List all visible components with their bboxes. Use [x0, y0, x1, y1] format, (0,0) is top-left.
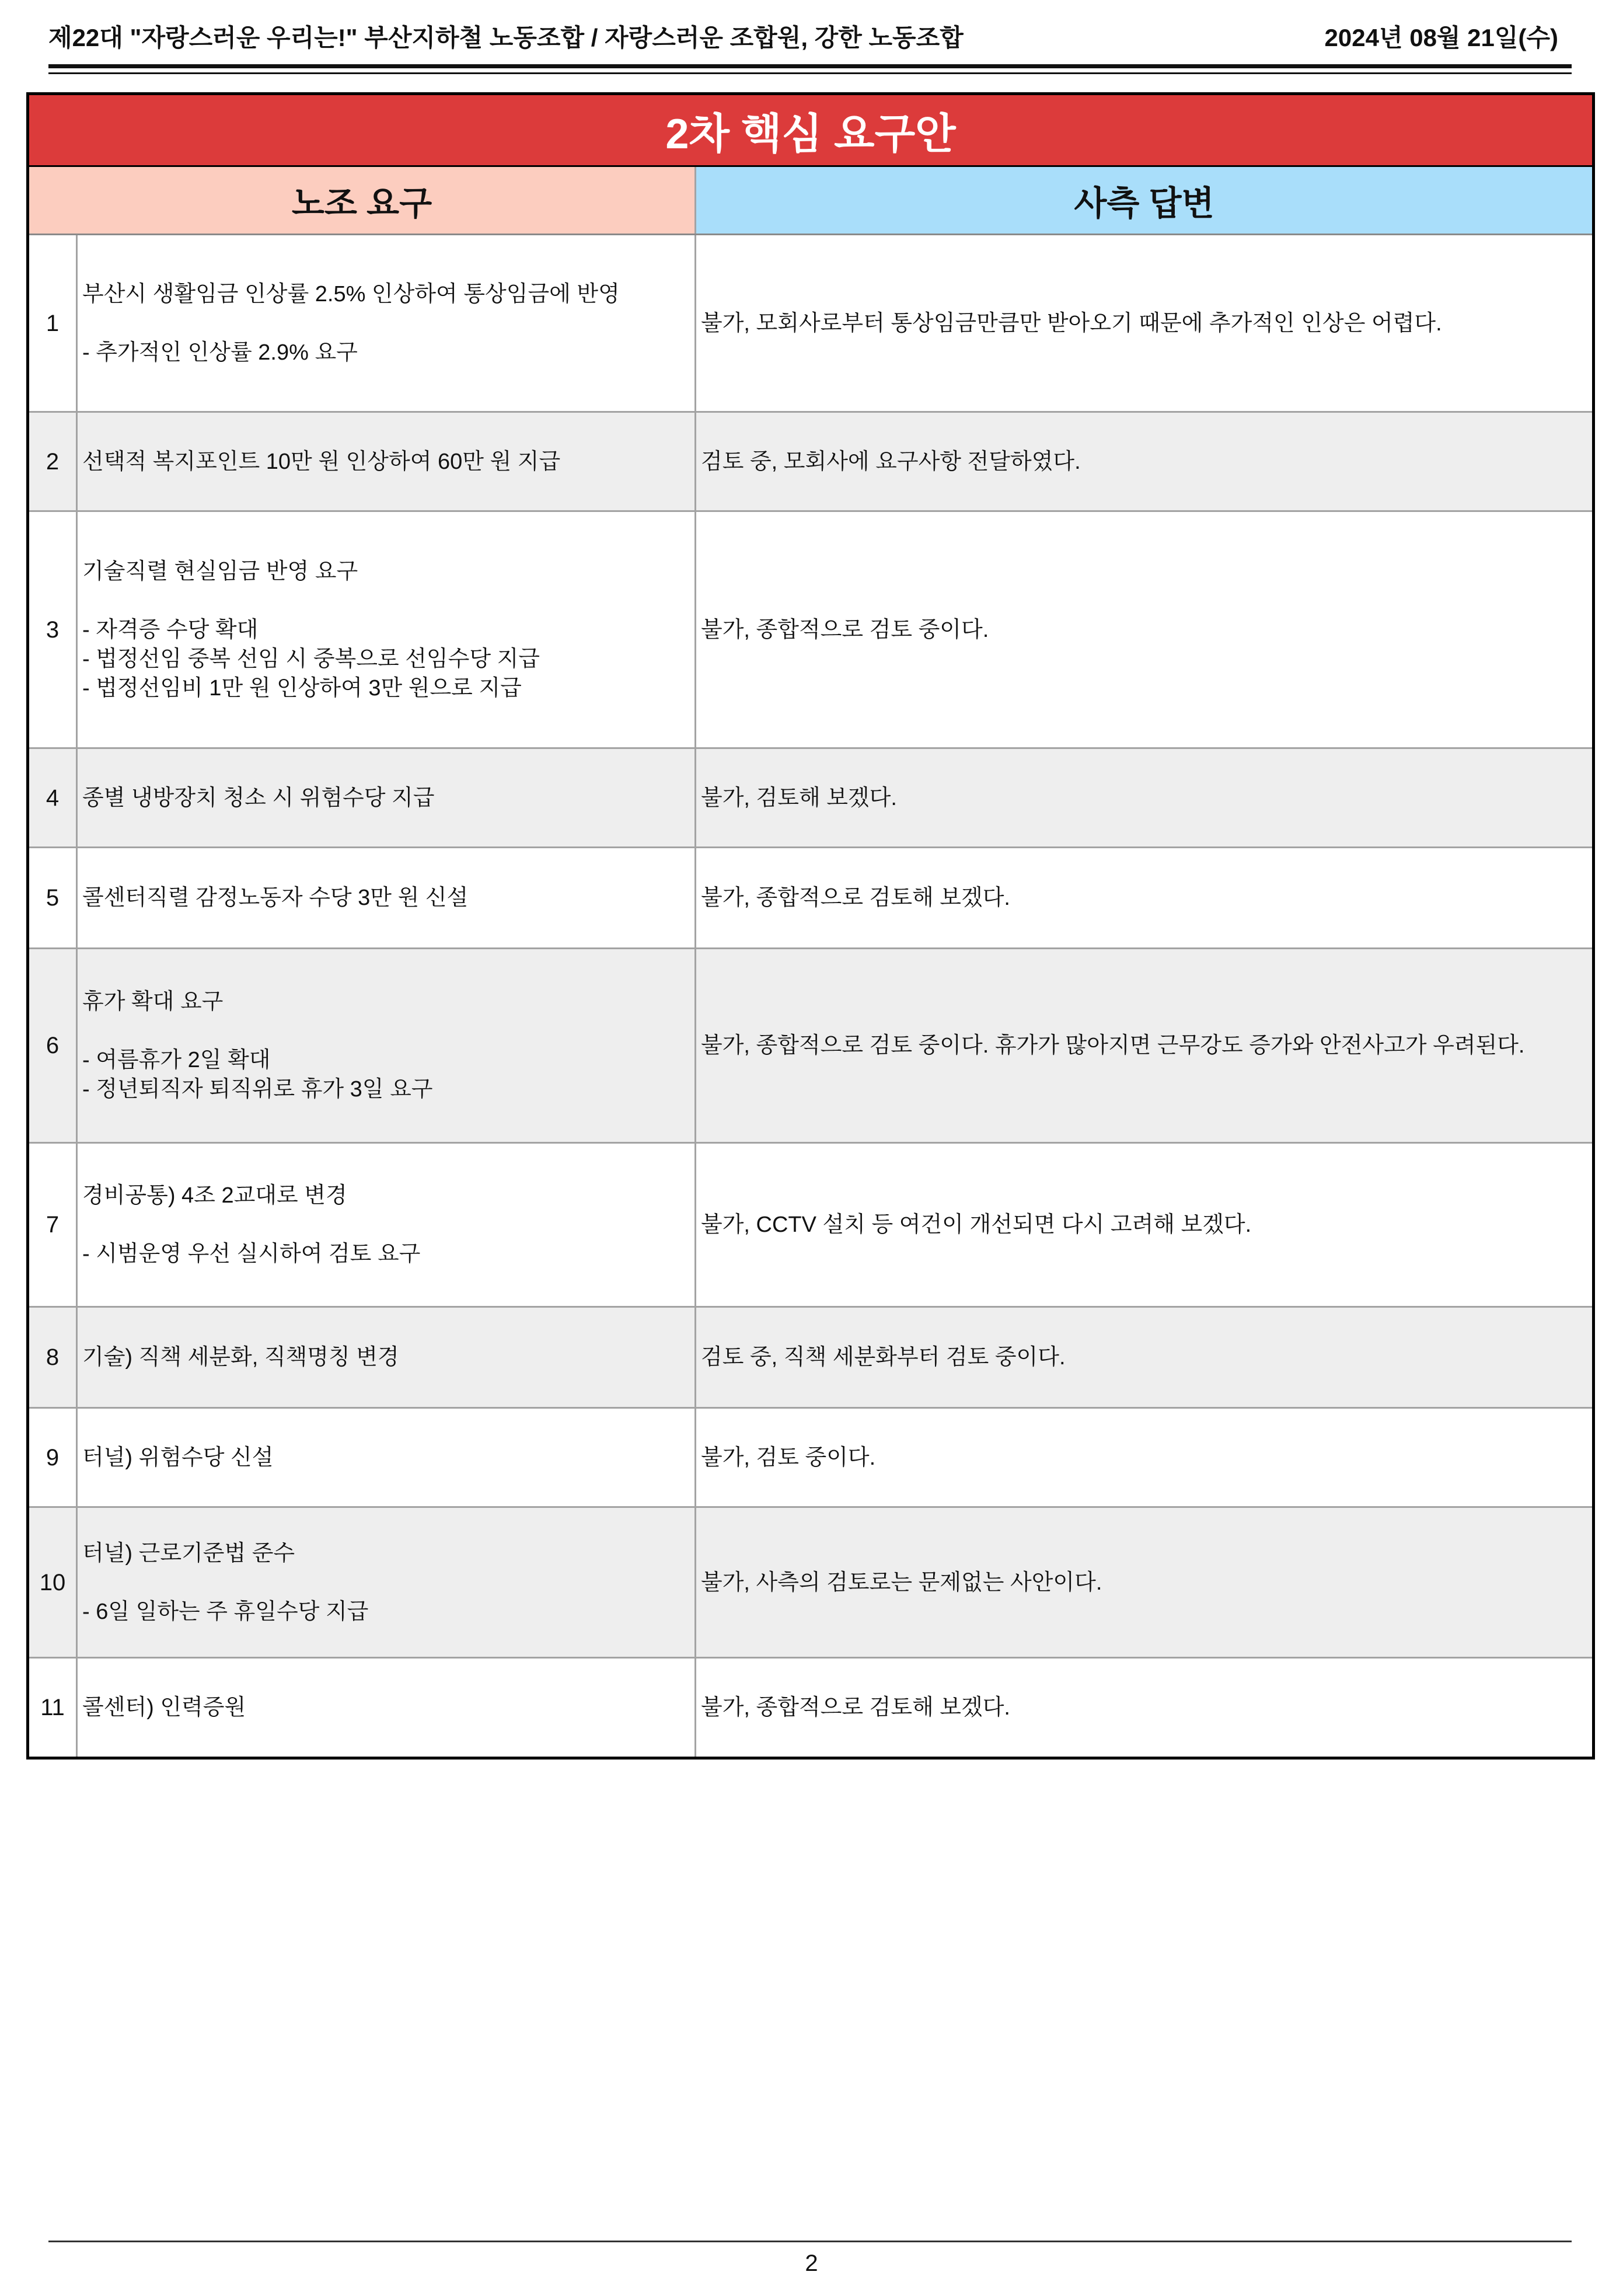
page-number: 2 — [805, 2250, 818, 2276]
table-row — [29, 749, 1592, 848]
table-row — [29, 1409, 1592, 1508]
union-demand-cell — [78, 235, 696, 411]
union-demand-cell — [78, 949, 696, 1142]
union-demand-cell — [78, 1409, 696, 1506]
table-row — [29, 1508, 1592, 1659]
company-response-cell: 불가, 모회사로부터 통상임금만큼만 받아오기 때문에 추가적인 인상은 어렵다. — [701, 311, 1442, 336]
demand-text: 휴가 확대 요구 — [82, 990, 224, 1014]
table-row — [29, 1144, 1592, 1308]
demand-text: 콜센터) 인력증원 — [82, 1695, 246, 1720]
union-demand-cell — [78, 413, 696, 510]
row-number: 8 — [29, 1308, 78, 1407]
demand-text: 경비공통) 4조 2교대로 변경 — [82, 1183, 347, 1208]
demand-detail-item: - 6일 일하는 주 휴일수당 지급 — [82, 1599, 369, 1624]
demand-detail-item: - 추가적인 인상률 2.9% 요구 — [82, 340, 358, 365]
demand-detail-item: - 법정선임 중복 선임 시 중복으로 선임수당 지급 — [82, 646, 540, 671]
table-row — [29, 235, 1592, 413]
row-number: 3 — [29, 512, 78, 747]
row-number: 2 — [29, 413, 78, 510]
union-demand-cell — [78, 848, 696, 947]
demand-details — [82, 1046, 690, 1104]
document-header-date: 2024년 08월 21일(수) — [1324, 24, 1558, 51]
union-demand-cell — [78, 1308, 696, 1407]
union-demand-header: 노조 요구 — [29, 167, 696, 234]
demand-detail-item: - 시범운영 우선 실시하여 검토 요구 — [82, 1242, 421, 1266]
table-row — [29, 1308, 1592, 1409]
table-row — [29, 512, 1592, 749]
header-rule-thick — [48, 64, 1572, 68]
company-response-cell: 검토 중, 모회사에 요구사항 전달하였다. — [701, 449, 1081, 474]
union-demand-cell — [78, 1659, 696, 1757]
demands-table — [26, 92, 1595, 1760]
company-response-header: 사측 답변 — [696, 167, 1592, 234]
row-number: 1 — [29, 235, 78, 411]
table-header-row — [29, 167, 1592, 235]
company-response-cell: 불가, 검토 중이다. — [701, 1445, 876, 1470]
demand-text: 종별 냉방장치 청소 시 위험수당 지급 — [82, 785, 435, 810]
demand-text: 선택적 복지포인트 10만 원 인상하여 60만 원 지급 — [82, 449, 561, 474]
demand-detail-item: - 자격증 수당 확대 — [82, 617, 259, 642]
table-row — [29, 1659, 1592, 1757]
footer-rule — [48, 2241, 1572, 2242]
row-number: 6 — [29, 949, 78, 1142]
row-number: 7 — [29, 1144, 78, 1306]
document-header-title: 제22대 "자랑스러운 우리는!" 부산지하철 노동조합 / 자랑스러운 조합원, 강한 노동조합 — [48, 24, 964, 51]
demand-text: 콜센터직렬 감정노동자 수당 3만 원 신설 — [82, 886, 469, 910]
demand-text: 기술직렬 현실임금 반영 요구 — [82, 559, 358, 584]
company-response-cell: 검토 중, 직책 세분화부터 검토 중이다. — [701, 1345, 1066, 1370]
demand-detail-item: - 정년퇴직자 퇴직위로 휴가 3일 요구 — [82, 1077, 433, 1102]
demand-detail-item: - 법정선임비 1만 원 인상하여 3만 원으로 지급 — [82, 675, 522, 701]
company-response-cell: 불가, 종합적으로 검토해 보겠다. — [701, 886, 1010, 910]
row-number: 9 — [29, 1409, 78, 1506]
demand-text: 터널) 위험수당 신설 — [82, 1445, 274, 1470]
demand-details — [82, 1239, 690, 1269]
company-response-cell: 불가, 종합적으로 검토 중이다. — [701, 617, 989, 642]
table-title: 2차 핵심 요구안 — [29, 95, 1592, 167]
company-response-cell: 불가, CCTV 설치 등 여건이 개선되면 다시 고려해 보겠다. — [701, 1213, 1252, 1237]
row-number: 10 — [29, 1508, 78, 1657]
union-demand-cell — [78, 1508, 696, 1657]
demand-details — [82, 1597, 690, 1626]
table-row — [29, 949, 1592, 1144]
demand-text: 기술) 직책 세분화, 직책명칭 변경 — [82, 1345, 399, 1370]
row-number: 11 — [29, 1659, 78, 1757]
company-response-cell: 불가, 종합적으로 검토해 보겠다. — [701, 1695, 1010, 1720]
demand-details — [82, 338, 690, 367]
header-rule-thin — [48, 72, 1572, 74]
union-demand-cell — [78, 1144, 696, 1306]
demand-text: 부산시 생활임금 인상률 2.5% 인상하여 통상임금에 반영 — [82, 281, 620, 306]
union-demand-cell — [78, 749, 696, 846]
table-row — [29, 413, 1592, 512]
demand-text: 터널) 근로기준법 준수 — [82, 1541, 295, 1566]
company-response-cell: 불가, 종합적으로 검토 중이다. 휴가가 많아지면 근무강도 증가와 안전사고가 우려된다. — [701, 1033, 1525, 1058]
company-response-cell: 불가, 사측의 검토로는 문제없는 사안이다. — [701, 1570, 1102, 1595]
union-demand-cell — [78, 512, 696, 747]
row-number: 4 — [29, 749, 78, 846]
company-response-cell: 불가, 검토해 보겠다. — [701, 785, 897, 810]
row-number: 5 — [29, 848, 78, 947]
demand-detail-item: - 여름휴가 2일 확대 — [82, 1048, 271, 1072]
table-row — [29, 848, 1592, 949]
demand-details — [82, 615, 690, 703]
